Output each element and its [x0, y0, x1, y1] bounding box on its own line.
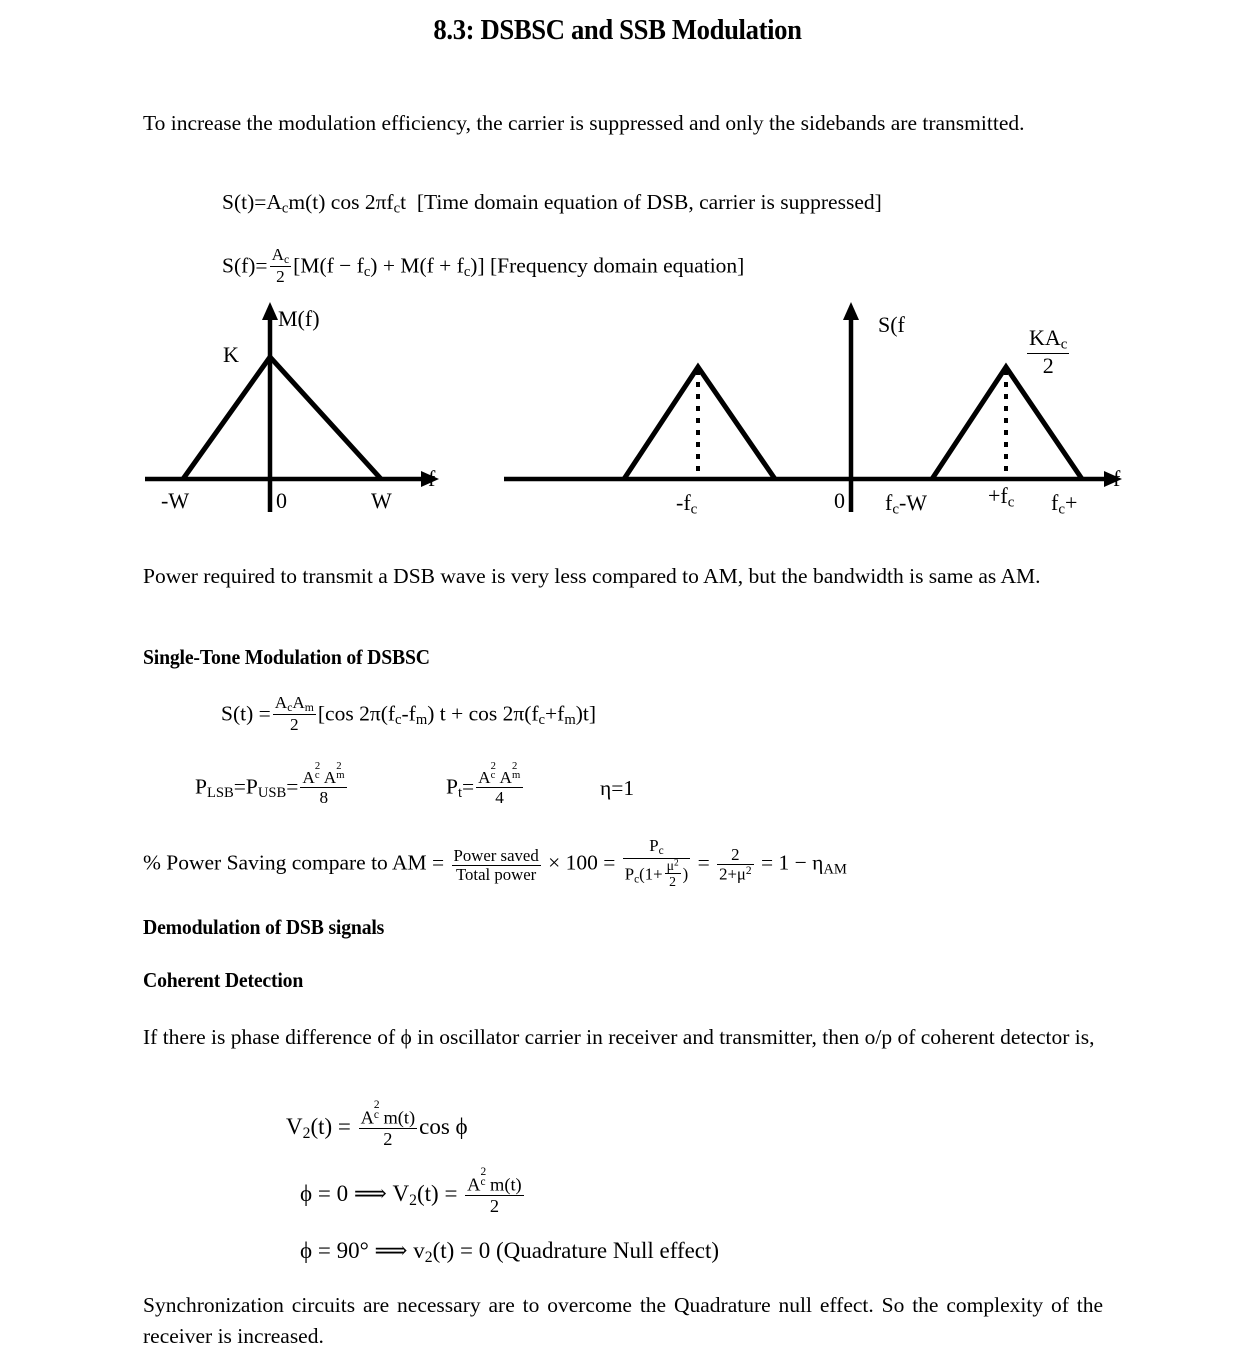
equation-time-domain	[222, 190, 882, 217]
eq-v2-rhs: cos ϕ	[419, 1114, 468, 1140]
eq-freq-num-a: A	[271, 245, 284, 264]
tick-label-minus-w: -W	[161, 488, 190, 513]
eq-v2-num-sub: c	[373, 1108, 379, 1121]
eq-plsb-num-b-sup: 2	[336, 761, 342, 773]
eq-phi0-num-rest: m(t)	[490, 1174, 522, 1195]
tick-minus-fc-sub: c	[690, 501, 698, 518]
tick-label-plus-fc	[988, 483, 1014, 512]
eq-time-t: t	[400, 190, 407, 214]
eq-freq-rhs1: [M(f − f	[293, 253, 364, 278]
eq-st-rhs3: ) t + cos 2π(f	[427, 701, 539, 726]
heading-single-tone-block	[143, 645, 1103, 670]
eq-pt-num-b: A	[499, 768, 512, 788]
eq-ps-fraction-pc-over-pc	[623, 837, 690, 890]
eq-st-sub-m2: m	[564, 711, 576, 728]
amplitude-num-sub-c: c	[1060, 336, 1068, 353]
eq-pt-fraction	[476, 761, 523, 808]
eq-ps-f2-den-post: )	[682, 864, 689, 884]
eq-freq-sub-c: c	[363, 263, 371, 280]
tick-fc-plus-sub: c	[1058, 501, 1065, 518]
eq-ps-eta-sub: AM	[823, 861, 847, 878]
eq-freq-num-sub: c	[283, 252, 290, 266]
eq-v2-fraction	[359, 1098, 418, 1149]
eq-st-num-a-sub: c	[287, 700, 293, 714]
y-axis-arrowhead	[262, 302, 278, 320]
amplitude-numerator	[1027, 326, 1069, 354]
eq-plsb-eq1: =P	[233, 774, 258, 799]
tick-fc-plus-rest: +	[1064, 490, 1078, 515]
eq-v2-lhs-rest: (t) =	[310, 1114, 351, 1140]
tick-minus-fc-text: -f	[676, 490, 691, 515]
eq-ps-f3-den	[717, 865, 754, 884]
eq-ps-eq3: = 1 − η	[761, 850, 824, 875]
heading-demodulation: Demodulation of DSB signals	[143, 915, 385, 939]
eq-pt-num-a-sub: c	[490, 770, 496, 782]
eq-st-rhs1: [cos 2π(f	[317, 701, 396, 726]
tick-label-fc-minus-w	[885, 490, 927, 519]
eq-st-numerator	[273, 694, 316, 715]
eq-ps-f3-num: 2	[717, 846, 754, 865]
eq-phi0-denominator: 2	[489, 1195, 500, 1216]
eq-phi90-text1: ϕ = 90° ⟹ v	[300, 1238, 425, 1263]
figure-dsbsc-spectrum	[500, 300, 1140, 535]
eq-phi0-lhs: ϕ = 0 ⟹ V	[300, 1181, 410, 1207]
eq-pt-num-a: A	[478, 768, 491, 788]
x-axis-label-f: f	[1113, 466, 1121, 491]
figure-baseband-spectrum	[143, 300, 463, 535]
tick-label-zero: 0	[276, 488, 287, 513]
y-axis-label-sf: S(f	[878, 312, 905, 337]
eq-freq-fraction	[270, 246, 292, 286]
equation-phi-zero	[300, 1165, 526, 1216]
eq-ps-inner-fraction	[665, 859, 681, 890]
eq-ps-f2-num	[623, 837, 690, 859]
eq-time-note: [Time domain equation of DSB, carrier is suppressed]	[416, 190, 882, 214]
eq-st-num-a: A	[274, 693, 288, 712]
equation-power-sideband	[195, 761, 349, 808]
eq-ps-inner-num-mu: μ	[666, 857, 674, 873]
eq-ps-f3-den-text: 2+μ	[719, 864, 746, 884]
tick-fc-minus-w-rest: -W	[898, 490, 928, 515]
eq-ps-f2-den	[623, 859, 690, 890]
eq-phi0-num-subsup	[480, 1165, 490, 1190]
eq-st-sub-c: c	[395, 711, 402, 728]
tick-plus-fc-text: +f	[988, 483, 1008, 508]
eq-ps-f2-den-p: P	[624, 864, 635, 884]
eq-st-rhs4: +f	[545, 701, 565, 726]
heading-coherent-detection: Coherent Detection	[143, 968, 304, 992]
power-note-paragraph: Power required to transmit a DSB wave is very less compared to AM, but the bandwidth is same as AM.	[143, 564, 1041, 588]
eq-v2-sub: 2	[302, 1125, 311, 1143]
eq-pusb-sub: USB	[257, 785, 287, 802]
eq-plsb-denominator: 8	[319, 788, 329, 808]
eq-pt-denominator: 4	[495, 788, 504, 808]
eq-freq-rhs2: ) + M(f + f	[370, 253, 464, 278]
eq-ps-times: × 100 =	[548, 850, 616, 875]
eq-freq-numerator	[270, 246, 292, 267]
y-axis-label-mf: M(f)	[278, 306, 320, 331]
eq-v2-denominator: 2	[383, 1128, 393, 1149]
x-axis-label-f: f	[428, 466, 436, 491]
y-axis-arrowhead	[843, 302, 859, 320]
eq-plsb-fraction	[300, 761, 347, 808]
tick-fc-minus-w-text: f	[885, 490, 893, 515]
eq-phi0-num-a: A	[467, 1174, 481, 1195]
eq-st-fraction	[273, 694, 316, 734]
heading-coherent-block	[143, 968, 1103, 993]
eq-freq-lhs: S(f)=	[222, 253, 268, 278]
eq-ps-eq2: =	[697, 850, 710, 875]
eq-pt-sub: t	[457, 785, 463, 802]
eq-ps-f1-num: Power saved	[453, 845, 539, 865]
eq-v2-num-subsup	[373, 1098, 384, 1123]
sync-paragraph: Synchronization circuits are necessary are to overcome the Quadrature null effect. So the complexity of the receiver is increased.	[143, 1293, 1103, 1348]
eq-time-sub-c2: c	[393, 200, 401, 217]
heading-single-tone: Single-Tone Modulation of DSBSC	[143, 645, 430, 669]
eq-time-sub-c: c	[281, 200, 289, 217]
phase-paragraph-block	[143, 1022, 1103, 1053]
eq-plsb-num-b-subsup	[336, 761, 345, 783]
eq-plsb-sub: LSB	[206, 785, 234, 802]
eq-pt-num-b-subsup	[511, 761, 521, 783]
eq-phi0-numerator	[465, 1165, 524, 1196]
tick-fc-plus-text: f	[1051, 490, 1059, 515]
eq-ps-f3-den-sup: 2	[745, 864, 752, 877]
eq-plsb-eq2: =	[286, 774, 299, 799]
eq-plsb-numerator	[300, 761, 347, 788]
eq-ps-f2-num-sub: c	[658, 844, 664, 857]
eq-v2-num-sup: 2	[373, 1098, 380, 1111]
tick-label-fc-plus	[1051, 490, 1077, 519]
intro-paragraph: To increase the modulation efficiency, the carrier is suppressed and only the sidebands are transmitted.	[143, 111, 1025, 135]
amplitude-label-kac-over-2	[1025, 326, 1071, 379]
tick-plus-fc-sub: c	[1007, 494, 1015, 511]
eq-ps-f2-den-sub: c	[634, 873, 640, 886]
eq-pt-num-a-sup: 2	[490, 761, 496, 773]
amplitude-fraction	[1027, 326, 1069, 379]
amplitude-denominator: 2	[1042, 353, 1054, 379]
eq-plsb-num-a-sup: 2	[314, 761, 321, 773]
eq-ps-inner-num	[665, 859, 681, 874]
equation-phi-ninety	[300, 1238, 719, 1267]
eq-v2-num-a: A	[360, 1107, 374, 1128]
tick-fc-minus-w-sub: c	[892, 501, 899, 518]
tick-label-zero: 0	[834, 488, 845, 513]
equation-power-saving	[143, 837, 847, 890]
eq-pt-p: P	[446, 774, 458, 799]
eq-phi90-text2: (t) = 0 (Quadrature Null effect)	[432, 1238, 720, 1263]
equation-single-tone	[221, 694, 596, 734]
eq-v2-numerator	[359, 1098, 418, 1129]
eq-time-mid: m(t) cos 2πf	[288, 190, 394, 214]
sync-paragraph-block	[143, 1290, 1103, 1352]
eq-ps-f1-den: Total power	[455, 864, 537, 884]
phase-paragraph: If there is phase difference of ϕ in oscillator carrier in receiver and transmitter, then o/p of coherent detector is,	[143, 1025, 1095, 1049]
eq-phi90-sub: 2	[424, 1248, 433, 1266]
eq-phi0-sub: 2	[409, 1192, 417, 1210]
eq-ps-inner-den: 2	[669, 874, 677, 890]
eq-st-rhs2: -f	[401, 701, 416, 726]
power-note-block	[143, 561, 1103, 592]
eq-st-denominator: 2	[290, 715, 299, 735]
peak-label-k: K	[223, 342, 239, 367]
eq-phi0-lhs-rest: (t) =	[416, 1181, 458, 1207]
eq-time-lhs: S(t)=A	[222, 190, 282, 214]
equation-power-total	[446, 761, 525, 808]
equation-v2-cos-phi	[286, 1098, 468, 1149]
eq-st-num-b-sub: m	[304, 700, 314, 714]
eq-pt-num-b-sup: 2	[511, 761, 518, 773]
tick-label-minus-fc	[676, 490, 697, 519]
eq-phi0-num-sub: c	[480, 1175, 486, 1188]
eq-plsb-num-a: A	[302, 768, 315, 788]
eq-st-num-b: A	[292, 693, 305, 712]
spectrum-triangle	[183, 357, 381, 479]
eq-plsb-num-a-subsup	[314, 761, 324, 783]
eq-ps-lead: % Power Saving compare to AM =	[143, 850, 445, 875]
eq-v2-num-rest: m(t)	[383, 1107, 416, 1128]
equation-efficiency: η=1	[600, 776, 635, 800]
eq-st-lhs: S(t) =	[221, 701, 271, 726]
eq-freq-sub-c2: c	[463, 263, 471, 280]
eq-ps-f2-num-p: P	[649, 836, 659, 855]
page-title: 8.3: DSBSC and SSB Modulation	[433, 14, 802, 46]
heading-demodulation-block	[143, 915, 1103, 940]
eq-ps-fraction-saved-over-total	[452, 847, 541, 884]
eq-pt-num-b-sub: m	[511, 770, 521, 782]
eq-ps-inner-num-sup: 2	[673, 858, 679, 869]
eq-v2-v: V	[286, 1114, 303, 1140]
eq-plsb-num-a-sub: c	[314, 770, 320, 782]
eq-st-rhs5: )t]	[575, 701, 596, 726]
eq-freq-note: [Frequency domain equation]	[490, 253, 745, 278]
eq-plsb-p: P	[195, 774, 207, 799]
eq-ps-f2-den-mid: (1+	[639, 864, 663, 884]
eq-plsb-num-b: A	[323, 768, 337, 788]
intro-paragraph-block	[143, 108, 1103, 139]
eq-phi0-num-sup: 2	[480, 1165, 487, 1178]
eq-pt-numerator	[476, 761, 523, 788]
amplitude-num-ka: KA	[1029, 325, 1061, 350]
eq-st-sub-c2: c	[538, 711, 546, 728]
eq-ps-fraction-2-over-2-plus-mu2	[717, 846, 754, 884]
baseband-spectrum-svg	[143, 300, 463, 535]
equation-frequency-domain	[222, 246, 744, 286]
eq-phi0-fraction	[465, 1165, 524, 1216]
eq-pt-num-a-subsup	[490, 761, 500, 783]
eq-plsb-num-b-sub: m	[336, 770, 345, 782]
eq-st-sub-m: m	[415, 711, 428, 728]
tick-label-w: W	[371, 488, 392, 513]
eq-freq-rhs3: )]	[470, 253, 485, 278]
eq-pt-eq: =	[462, 774, 475, 799]
eq-freq-denominator: 2	[276, 267, 285, 287]
